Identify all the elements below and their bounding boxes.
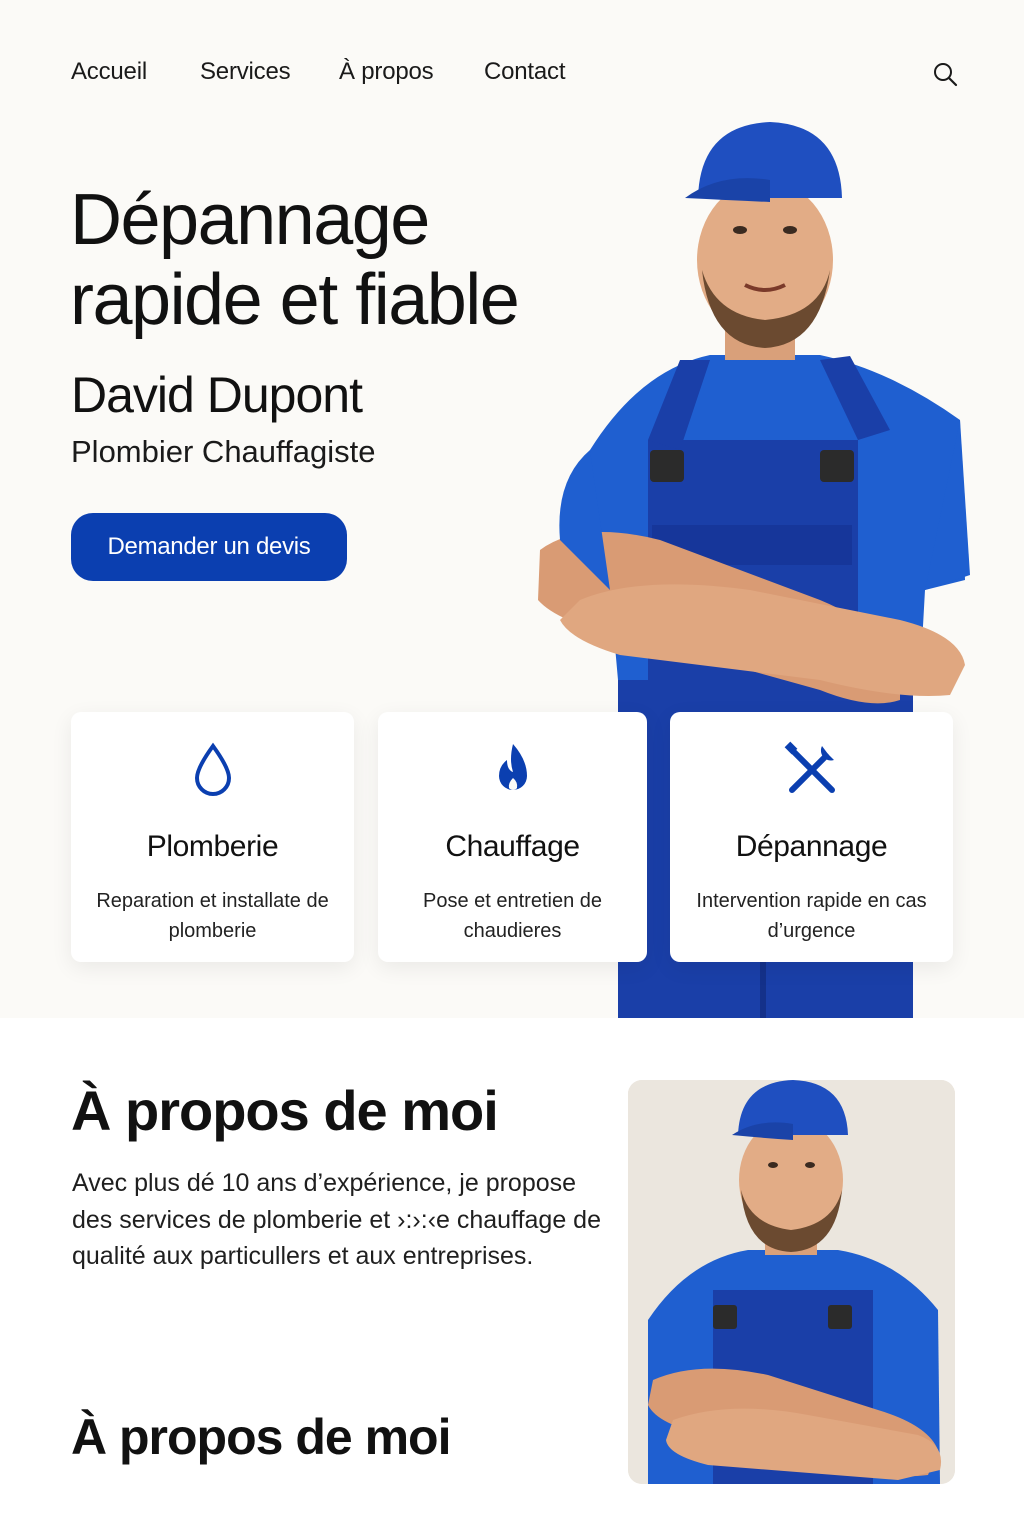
request-quote-button[interactable]: Demander un devis <box>71 513 347 581</box>
about-title-repeat: À propos de moi <box>71 1409 451 1465</box>
about-title: À propos de moi <box>71 1079 498 1142</box>
tools-icon <box>782 740 842 800</box>
hero-name: David Dupont <box>71 367 362 423</box>
water-drop-icon <box>183 740 243 800</box>
hero-title: Dépannage rapide et fiable <box>70 180 519 340</box>
hero-role: Plombier Chauffagiste <box>71 434 376 469</box>
nav-link-contact[interactable]: Contact <box>484 58 566 85</box>
top-navigation <box>0 0 1024 150</box>
service-title: Plomberie <box>146 830 279 863</box>
service-description: Intervention rapide en cas d’urgence <box>696 890 927 942</box>
service-card-plomberie[interactable] <box>71 712 354 962</box>
nav-link-accueil[interactable]: Accueil <box>71 58 147 85</box>
service-card-depannage[interactable] <box>670 712 953 962</box>
service-title: Chauffage <box>445 830 580 863</box>
nav-link-a-propos[interactable]: À propos <box>339 58 434 85</box>
service-title: Dépannage <box>735 830 888 863</box>
service-description: Reparation et installate de plomberie <box>96 890 329 942</box>
search-icon[interactable] <box>931 60 959 88</box>
service-description: Pose et entretien de chaudieres <box>422 890 602 942</box>
about-photo <box>628 1080 955 1484</box>
about-text: Avec plus dé 10 ans d’expérience, je propose des services de plomberie et ›:›:‹e chauffage de qualité aux particullers et aux entreprises. <box>72 1169 601 1270</box>
flame-icon <box>483 740 543 800</box>
service-card-chauffage[interactable] <box>378 712 647 962</box>
nav-link-services[interactable]: Services <box>200 58 291 85</box>
